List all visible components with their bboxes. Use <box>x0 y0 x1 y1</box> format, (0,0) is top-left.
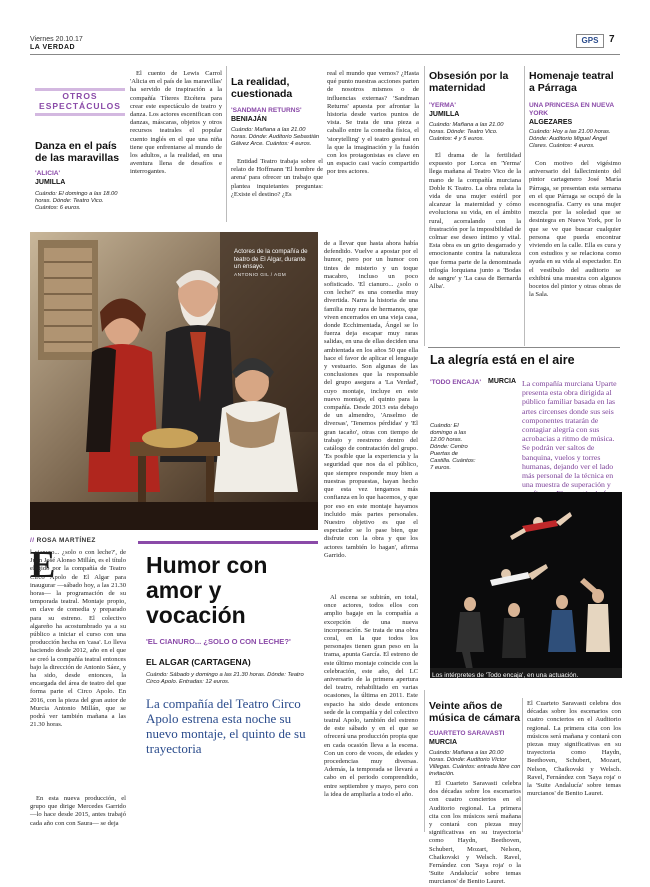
alicia-text: El cuento de Lewis Carrol 'Alicia en el país de las maravillas' ha servido de inspiración a la compañía Títeres Etcétera para crear este espectáculo de teatro y danza. Los actores escenifican con danzas, máscaras, objetos y otros recursos teatrales el popular cuento inglés en el que una niña tiene que enfrentarse al mundo de los adultos, a la realidad, en una aventura llena de desafíos e interrogantes. <box>130 70 222 176</box>
homenaje-kicker: UNA PRINCESA EN NUEVA YORK <box>529 102 614 117</box>
alegria-info: Cuándo: El domingo a las 12.00 horas. Dónde: Centro Puertas de Castilla. Cuántos: 7 euros. <box>430 423 476 471</box>
alegria-venue: MURCIA <box>488 378 516 385</box>
yerma-venue: JUMILLA <box>429 111 460 118</box>
alicia-info: Cuándo: El domingo a las 18.00 horas. Dónde: Teatro Vico. Cuántos: 6 euros. <box>35 191 118 211</box>
feature-info: Cuándo: Sábado y domingo a las 21.30 horas. Dónde: Teatro Circo Apolo. Entradas: 12 euros. <box>146 672 304 685</box>
col-rule-1 <box>226 66 227 222</box>
header-rule <box>30 54 620 55</box>
alegria-kicker: 'TODO ENCAJA' <box>430 379 482 386</box>
alegria-title: La alegría está en el aire <box>430 353 575 367</box>
feature-deck: La compañía del Teatro Circo Apolo estrena esta noche su nuevo montaje, el quinto de su trayectoria <box>146 696 306 756</box>
byline-marker: // <box>30 537 37 544</box>
feature-text-2: En esta nueva producción, el grupo que dirige Mercedes Garrido —lo hace desde 2015, antes trabajó cada año con con Saura— se deja <box>30 795 126 827</box>
yerma-kicker: 'YERMA' <box>429 102 456 109</box>
alicia-venue: JUMILLA <box>35 179 66 186</box>
col-rule-3 <box>524 66 525 346</box>
header-date: Viernes 20.10.17 <box>30 36 83 43</box>
alicia-kicker: 'ALICIA' <box>35 170 61 177</box>
paper-name: LA VERDAD <box>30 44 76 51</box>
sandman-kicker: 'SANDMAN RETURNS' <box>231 107 302 114</box>
acrobats-caption: Los intérpretes de 'Todo encaja', en una actuación. <box>432 672 579 679</box>
homenaje-venue: ALGEZARES <box>529 119 573 126</box>
sandman-title: La realidad, cuestionada <box>231 76 293 100</box>
dropcap: E <box>30 544 56 586</box>
veinte-kicker: CUARTETO SARAVASTI <box>429 730 505 737</box>
col-rule-2 <box>424 66 425 346</box>
yerma-text: El drama de la fertilidad expuesto por Lorca en 'Yerma' llega mañana al Teatro Vico de la mano de la compañía murciana Doble K Teatro. La obra relata la vida de una mujer estéril por alcanzar la maternidad y cómo evoluciona su vida, en el ámbito rural, acorralando con la frustración por la imposibilidad de colmar ese deseo íntimo y vital. Esta obra es un grito desgarrado y emocionante contra la naturaleza que forma parte de la denominada trilogía lorquiana junto a 'Bodas de sangre' y 'La casa de Bernarda Alba'. <box>429 152 521 291</box>
page-number: 7 <box>609 34 615 45</box>
sandman-text: Entidad Teatro trabaja sobre el relato de Hoffmann 'El hombre de arena' para ofrecer un trabajo que plantea inquietantes preguntas: ¿Existe el destino? ¿Es <box>231 158 323 198</box>
homenaje-text: Con motivo del vigésimo aniversario del fallecimiento del pintor cartagenero José María Párraga, se presentan esta semana en el que Párraga se ocupó de la escenografía. Carry es una mujer mezcla por la soledad que se desintegra en Nueva York, por lo que se ve que buscar cualquier persona que pueda encontrar viviendo en la calle. Ella es cura y con estudios y se relaciona como ayuda en su vida al espectador. En el vestíbulo del auditorio se exhibirá una muestra con algunos bocetos del pintor y otras obras de la Sala. <box>529 160 621 299</box>
alegria-text: La compañía murciana Uparte presenta esta obra dirigida al público familiar basada en las artes circenses donde sus seis componentes tratarán de contagiar alegría con sus acrobacias a ritmo de música. Se podrán ver saltos de banquina, vuelos y torres humanas, dejando ver el lado más personal de la técnica en una muestra de superación y <box>522 379 617 490</box>
feature-text-1: l cianuro... ¿solo o con leche?', de Juan José Alonso Millán, es el título elegido por la compañía de Teatro Circo Apolo de El Algar para inaugurar —sábado hoy, a las 21.30 horas— la programación de su temporada teatral. Montaje propio, en clave de comedia y preparado para su estreno. El colectivo algareño ha acostumbrado ya a su público a iniciar el curso con una producción hecha en 'casa'. Lo lleva haciendo desde 2012, año en el que se creó la compañía teatral entonces bajo la dirección de Antonio Sáez, y ha sido, desde entonces, la encargada del área de teatro del que forma parte el Circo Apolo. En 2016, con la pieza del gran autor de Murcia Antonio Millán, que se podrá ver también mañana a las 21.30 horas. <box>30 549 126 729</box>
byline <box>30 537 96 544</box>
alegria-top-rule <box>428 347 620 348</box>
homenaje-title: Homenaje teatral a Párraga <box>529 70 614 94</box>
sandman-info: Cuándo: Mañana a las 21.00 horas. Dónde: Auditorio Sebastián Gálvez Arce. Cuántos: 4 euros. <box>231 127 320 147</box>
feature-venue: EL ALGAR (CARTAGENA) <box>146 657 251 667</box>
sandman-venue: BENIAJÁN <box>231 116 267 123</box>
yerma-title: Obsesión por la maternidad <box>429 70 509 94</box>
feature-text-3: de a llevar que hasta ahora había defendido. Vuelve a apostar por el humor, pero por un humor con tintes de misterio y un toque macabro, incluso un poco sofisticado. 'El cianuro... ¿solo o con leche?' es una comedia muy divertida. Narra la historia de una familia muy rara de hermanos, que viven encerrados en una vieja casa, donde Ecchimentada, Ángel se lo fuerza deja escapar muy raras salidas, en una de ellas deciden una ambientada en los años 50 que ella hace el favor de aplicar el lenguaje y vestuario. Son algunas de las conclusiones que la responsable del grupo asegura a 'La Verdad', cuyo montaje, incluye en este nuevo montaje, el quinto para la compañía. Desde 2013 esta debajo de un almendro, 'Anselmo de diversas', 'Tenemos pérdidas' y 'El gran tacaño', otras con tiempo de trabajo y reestreno dentro del catálogo de contratación del grupo. 'Es posible que la experiencia y la seguridad que nos da el público, que siempre responde muy bien a nuestras propuestas, hayan hecho que esta vez tengamos más confianza en lo que hacemos, y que por eso en este montaje hayamos incluido más partes personales. Nuestro objetivo es que el espectador se lo pase bien, que disfrute con la obra y que los actores también lo hagan', afirma Garrido. <box>324 240 418 559</box>
photo-credit: ANTONIO GIL / AGM <box>234 273 287 278</box>
veinte-col-rule <box>522 698 523 832</box>
veinte-venue: MURCIA <box>429 739 457 746</box>
feature-headline: Humor con amor y vocación <box>146 552 268 628</box>
byline-name: ROSA MARTÍNEZ <box>36 537 96 544</box>
acrobats-photo <box>430 492 622 678</box>
acrobats-illustration <box>430 492 622 678</box>
veinte-text: El Cuarteto Saravasti celebra dos décadas sobre los escenarios con cuatro conciertos en el Auditorio regional. La primera cita con los músicos será mañana y contará con piezas muy significativas en su trayectoria como Haydn, Beethoven, Schubert, Mozart, Nelson, Chaikovski y Welsch. Ravel, Fernández con 'Saya roja' o la 'Suite Andalucía' sobre temas murcianos' de Benito Lauret. <box>429 780 521 886</box>
bottom-rule <box>424 690 425 832</box>
alicia-title: Danza en el país de las maravillas <box>35 140 120 164</box>
feature-text-4: Al escena se subirán, en total, once actores, todos ellos con amplio bagaje en la compañía a excepción de una nueva incorporación. Se trata de una obra coral, en la que todos los personajes tienen gran peso en la trama, apunta García. El estreno de este último montaje coincide con la celebración, este año, del LC aniversario de la primera apertura del teatro, rehabilitado en varias ocasiones, la última en 2011. Este espacio ha sido desde entonces sede de la compañía y del colectivo teatral Apolo, también del estreno de este sábado y en el que se ofrecerá una producción propia que en cada ocasión lleva a la escena. Con un coro de voces, de edades y procedencias muy diversas. Además, la temporada se llevará a cabo en el periodo comprendido, entre septiembre y mayo, pero con la idea de ampliarla a todo el año. <box>324 594 418 798</box>
veinte-text-cont: El Cuarteto Saravasti celebra dos décadas sobre los escenarios con cuatro conciertos en el Auditorio regional. La primera cita con los músicos será mañana y contará con piezas muy significativas en su trayectoria como Haydn, Beethoven, Schubert, Mozart, Nelson, Chaikovski y Welsch. Ravel, Fernández con 'Saya roja' o la 'Suite Andalucía' sobre temas murcianos' de Benito Lauret. <box>527 700 621 798</box>
photo-caption: Actores de la compañía de teatro de El Algar, durante un ensayo. <box>234 248 308 270</box>
sandman-text-cont: real el mundo que vemos? ¿Hasta qué punto nuestras acciones parten de nosotros mismos o de influencias externas? 'Sandman Returns' apuesta por afrontar la historia desde varios puntos de vista. Se trata de una pieza a caballo entre la comedia física, el 'storytelling' y el teatro gestual en la que la imaginación y la fusión con los protagonistas es clave en un espacio casi vacío compartido por tres actores. <box>327 70 419 176</box>
homenaje-info: Cuándo: Hoy a las 21.00 horas. Dónde: Auditorio Miguel Ángel Clares. Cuántos: 4 euros. <box>529 129 611 149</box>
section-badge: GPS <box>576 34 604 48</box>
yerma-info: Cuándo: Mañana a las 21.00 horas. Dónde: Teatro Vico. Cuántos: 4 y 5 euros. <box>429 122 504 142</box>
feature-kicker: 'EL CIANURO... ¿SOLO O CON LECHE?' <box>146 637 291 646</box>
veinte-title: Veinte años de música de cámara <box>429 700 521 724</box>
section-label: OTROS ESPECTÁCULOS <box>39 91 121 111</box>
veinte-info: Cuándo: Mañana a las 20.00 horas. Dónde: Auditorio Víctor Villegas. Cuántos: entrada libre con invitación. <box>429 750 521 777</box>
